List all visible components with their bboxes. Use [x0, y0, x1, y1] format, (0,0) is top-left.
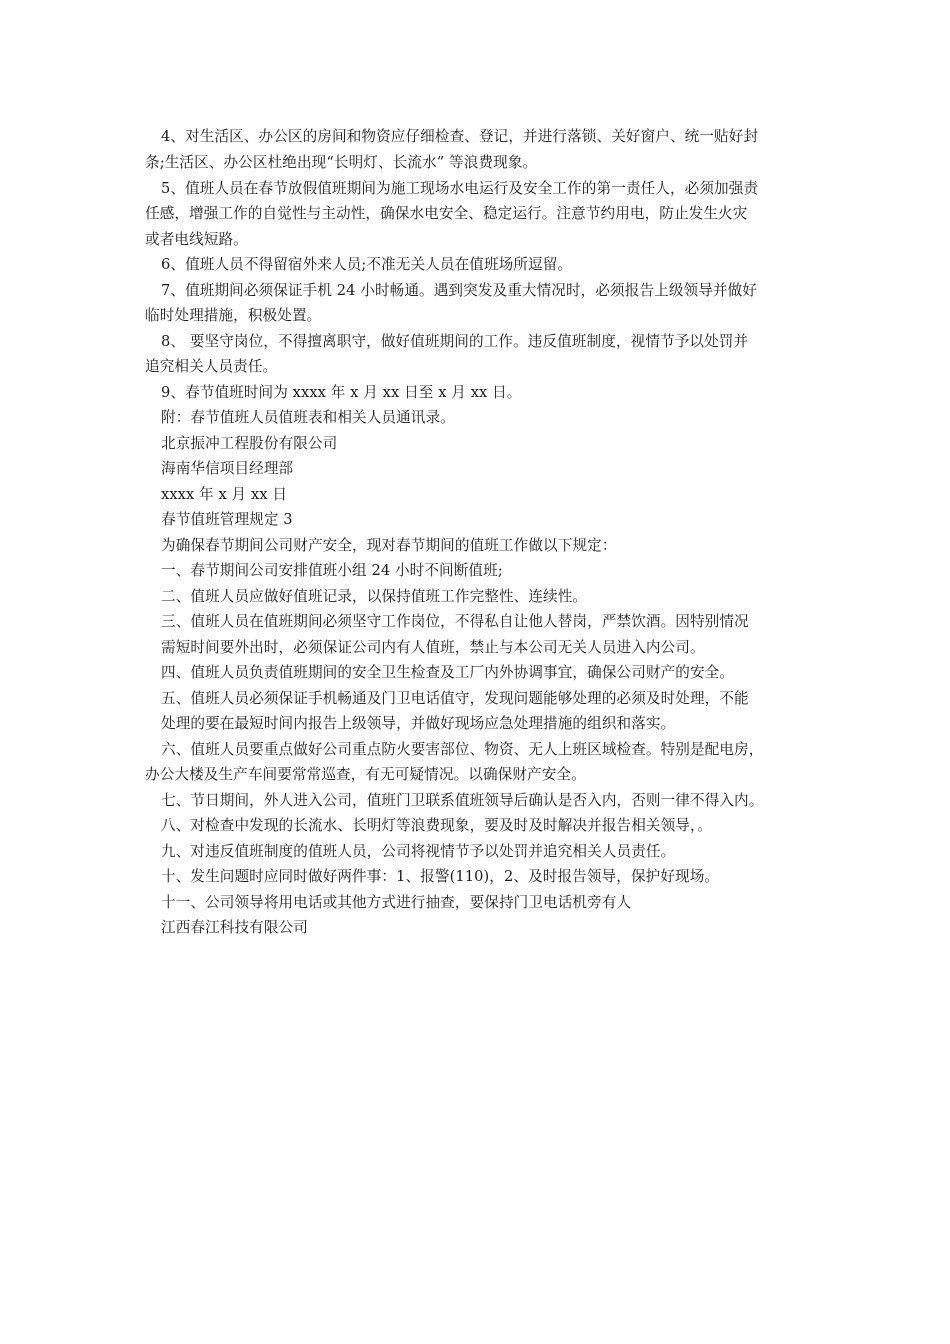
- paragraph-line: 一、春节期间公司安排值班小组 24 小时不间断值班;: [161, 562, 503, 579]
- paragraph-line: 需短时间要外出时，必须保证公司内有人值班，禁止与本公司无关人员进入内公司。: [161, 639, 705, 656]
- paragraph-line: 九、对违反值班制度的值班人员，公司将视情节予以处罚并追究相关人员责任。: [161, 843, 676, 860]
- paragraph-line: 八、对检查中发现的长流水、长明灯等浪费现象，要及时及时解决并报告相关领导，。: [161, 817, 713, 834]
- section-title: 春节值班管理规定 3: [161, 511, 293, 528]
- paragraph-line: 任感，增强工作的自觉性与主动性，确保水电安全、稳定运行。注意节约用电，防止发生火灾: [145, 205, 748, 222]
- paragraph-line: 五、值班人员必须保证手机畅通及门卫电话值守，发现问题能够处理的必须及时处理，不能: [161, 690, 749, 707]
- paragraph-line: 附：春节值班人员值班表和相关人员通讯录。: [161, 409, 455, 426]
- paragraph-line: 8、 要坚守岗位，不得擅离职守，做好值班期间的工作。违反值班制度，视情节予以处罚并: [161, 333, 749, 350]
- company-name: 北京振冲工程股份有限公司: [161, 435, 338, 452]
- paragraph-line: 条;生活区、办公区杜绝出现“长明灯、长流水” 等浪费现象。: [145, 154, 538, 171]
- paragraph-line: 5、值班人员在春节放假值班期间为施工现场水电运行及安全工作的第一责任人，必须加强责: [161, 180, 759, 197]
- company-name: 江西春江科技有限公司: [161, 919, 308, 936]
- paragraph-line: 7、值班期间必须保证手机 24 小时畅通。遇到突发及重大情况时，必须报告上级领导并做好: [161, 282, 757, 299]
- paragraph-line: 或者电线短路。: [145, 231, 248, 248]
- paragraph-line: 追究相关人员责任。: [145, 358, 278, 375]
- paragraph-line: 四、值班人员负责值班期间的安全卫生检查及工厂内外协调事宜，确保公司财产的安全。: [161, 664, 735, 681]
- paragraph-line: 9、春节值班时间为 xxxx 年 x 月 xx 日至 x 月 xx 日。: [161, 384, 522, 401]
- paragraph-line: 七、节日期间，外人进入公司，值班门卫联系值班领导后确认是否入内，否则一律不得入内。: [161, 792, 764, 809]
- paragraph-line: 临时处理措施，积极处置。: [145, 307, 322, 324]
- paragraph-line: 十一、公司领导将用电话或其他方式进行抽查，要保持门卫电话机旁有人: [161, 894, 632, 911]
- paragraph-line: 为确保春节期间公司财产安全，现对春节期间的值班工作做以下规定：: [161, 537, 617, 554]
- paragraph-line: 二、值班人员应做好值班记录，以保持值班工作完整性、连续性。: [161, 588, 588, 605]
- department-name: 海南华信项目经理部: [161, 460, 294, 477]
- paragraph-line: 三、值班人员在值班期间必须坚守工作岗位，不得私自让他人替岗，严禁饮酒。因特别情况: [161, 613, 749, 630]
- paragraph-line: 4、对生活区、办公区的房间和物资应仔细检查、登记，并进行落锁、关好窗户、统一贴好封: [161, 128, 759, 145]
- paragraph-line: 6、值班人员不得留宿外来人员;不准无关人员在值班场所逗留。: [161, 256, 573, 273]
- paragraph-line: 六、值班人员要重点做好公司重点防火要害部位、物资、无人上班区域检查。特别是配电房，: [161, 741, 764, 758]
- paragraph-line: 十、发生问题时应同时做好两件事：1、报警(110)，2、及时报告领导，保护好现场。: [161, 868, 720, 885]
- document-date: xxxx 年 x 月 xx 日: [161, 486, 288, 503]
- paragraph-line: 办公大楼及生产车间要常常巡查，有无可疑情况。以确保财产安全。: [145, 766, 586, 783]
- paragraph-line: 处理的要在最短时间内报告上级领导，并做好现场应急处理措施的组织和落实。: [161, 715, 676, 732]
